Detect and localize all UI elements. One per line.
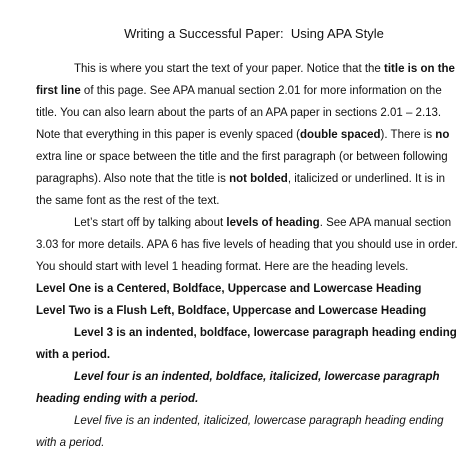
headings-text-1: Let’s start off by talking about bbox=[74, 217, 227, 229]
intro-bold-title-line: title is on the first line bbox=[36, 63, 455, 97]
heading-level-1: Level One is a Centered, Boldface, Uppercase and Lowercase Heading bbox=[36, 283, 422, 295]
heading-level-2: Level Two is a Flush Left, Boldface, Uppercase and Lowercase Heading bbox=[36, 305, 427, 317]
headings-paragraph bbox=[36, 212, 462, 278]
heading-level-3: Level 3 is an indented, boldface, lowercase paragraph heading ending with a period. bbox=[36, 327, 457, 361]
intro-bold-double-spaced: double spaced bbox=[300, 129, 381, 141]
heading-level-4: Level four is an indented, boldface, italicized, lowercase paragraph heading ending with a period. bbox=[36, 371, 440, 405]
intro-bold-not-bolded: not bolded bbox=[229, 173, 288, 185]
heading-level-5: Level five is an indented, italicized, lowercase paragraph heading ending with a period. bbox=[36, 415, 444, 449]
intro-bold-no: no bbox=[435, 129, 450, 141]
intro-text-3: ). There is bbox=[380, 129, 436, 141]
intro-text-5: , italicized or underlined. It is in the same font as the rest of the text. bbox=[36, 173, 446, 207]
intro-text-4: extra line or space between the title and the first paragraph (or between following paragraphs). Also note that the title is bbox=[36, 151, 448, 185]
paper-title: Writing a Successful Paper: Using APA Style bbox=[124, 26, 384, 41]
intro-text-1: This is where you start the text of your paper. Notice that the bbox=[74, 63, 385, 75]
intro-text-2: of this page. See APA manual section 2.01 for more information on the title. You can also learn about the parts of an APA paper in sections 2.01 – 2.13. Note that everything in this paper is evenly spaced ( bbox=[36, 85, 442, 141]
headings-text-2: . See APA manual section 3.03 for more details. APA 6 has five levels of heading that you should use in order. You should start with level 1 heading format. Here are the heading levels. bbox=[36, 217, 458, 273]
intro-paragraph bbox=[36, 58, 462, 212]
headings-bold-levels: levels of heading bbox=[226, 217, 320, 229]
